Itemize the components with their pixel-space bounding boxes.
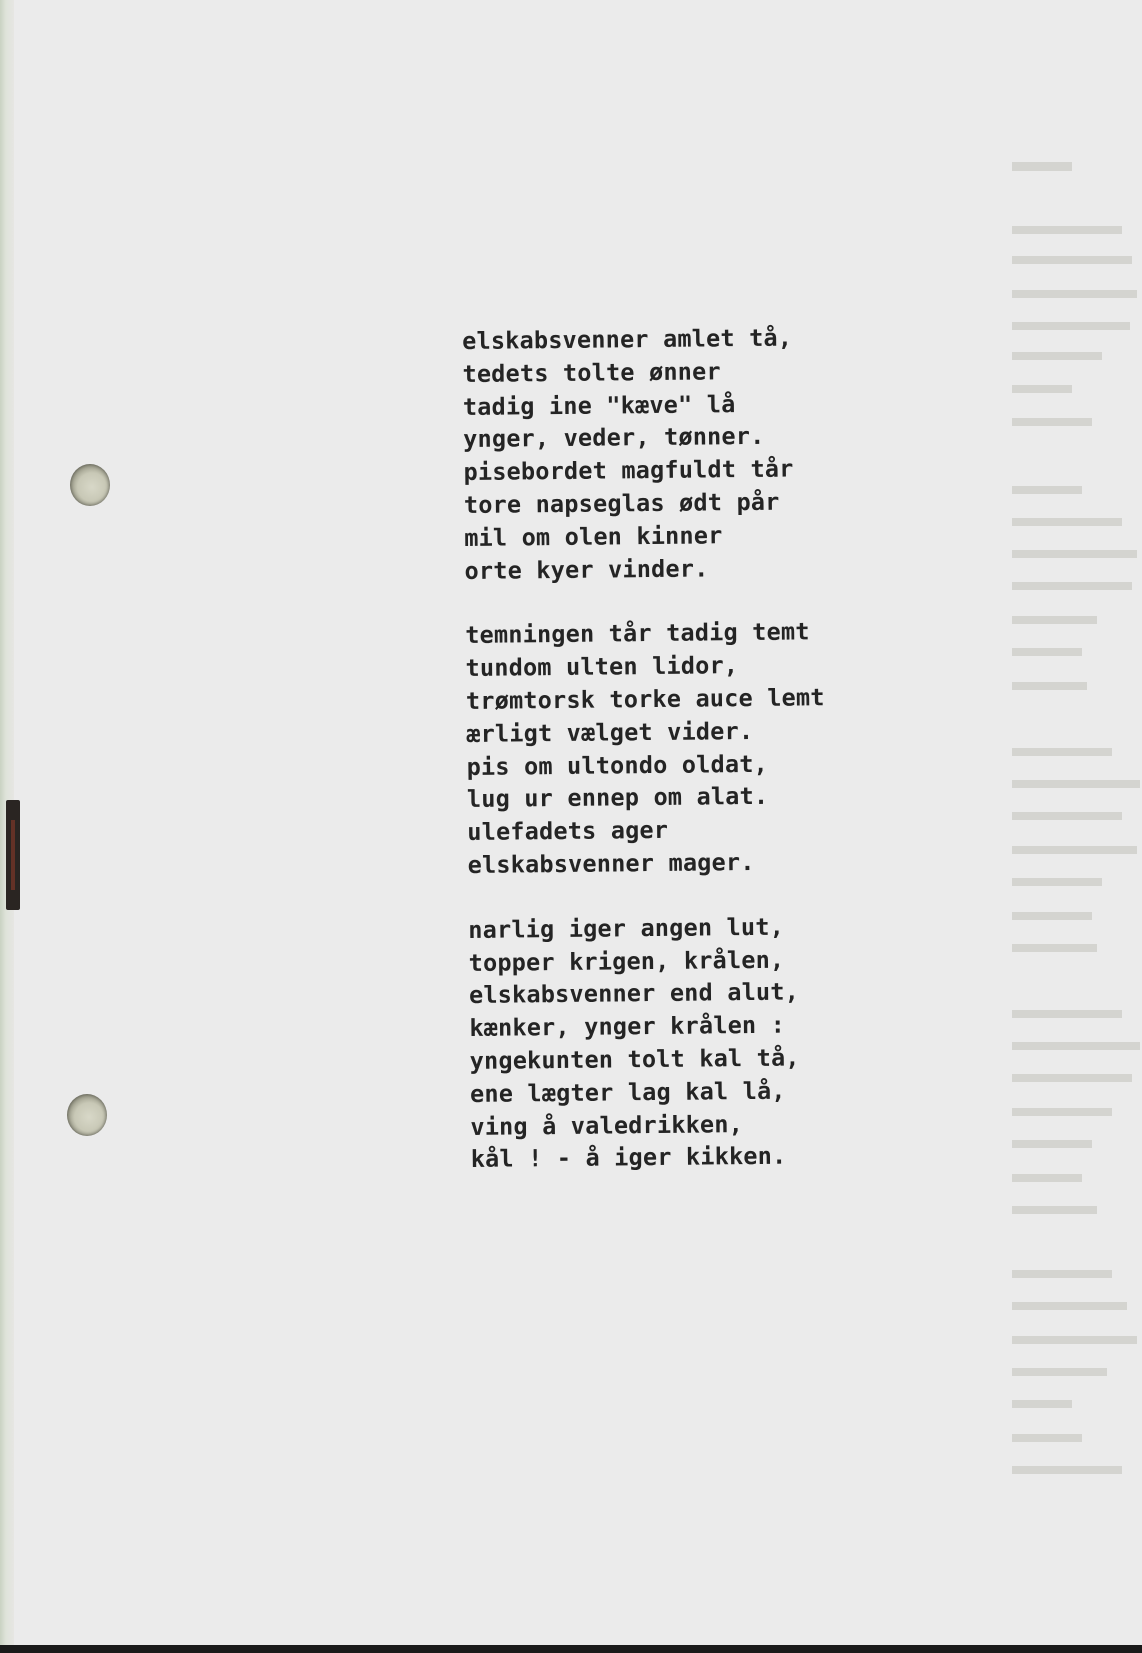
stanza-3 (468, 909, 931, 1176)
poem-line: ving å valedrikken, (470, 1109, 744, 1141)
punch-hole-top (70, 464, 110, 506)
poem-line: topper krigen, krålen, (468, 945, 785, 977)
poem-line: ulefadets ager (467, 816, 669, 847)
poem-line: kål ! - å iger kikken. (470, 1141, 787, 1174)
poem-line: ærligt vælget vider. (466, 716, 754, 748)
poem-line: yngekunten tolt kal tå, (469, 1043, 800, 1075)
poem-line: narlig iger angen lut, (468, 912, 785, 944)
poem-line: pisebordet magfuldt tår (463, 454, 794, 487)
poem-line: tore napseglas ødt pår (463, 487, 780, 519)
poem-line: orte kyer vinder. (464, 554, 709, 585)
poem-line: mil om olen kinner (464, 521, 723, 552)
poem-line: elskabsvenner amlet tå, (462, 323, 793, 355)
poem-line: temningen tår tadig temt (465, 617, 810, 650)
stanza-1 (462, 320, 925, 587)
poem-line: elskabsvenner mager. (467, 847, 755, 879)
poem-line: trømtorsk torke auce lemt (465, 683, 825, 715)
poem-line: ene lægter lag kal lå, (469, 1076, 786, 1108)
poem-line: tadig ine "kæve" lå (462, 389, 736, 421)
poem (462, 320, 931, 1208)
binding-mark (6, 800, 20, 910)
scan-bottom-border (0, 1645, 1142, 1653)
poem-line: ynger, veder, tønner. (463, 422, 765, 454)
poem-line: elskabsvenner end alut, (468, 977, 800, 1010)
poem-line: pis om ultondo oldat, (466, 749, 769, 781)
poem-line: tedets tolte ønner (462, 357, 721, 388)
poem-line: tundom ulten lidor, (465, 651, 739, 683)
stanza-2 (465, 615, 928, 882)
poem-line: lug ur ennep om alat. (466, 782, 769, 814)
punch-hole-bottom (67, 1094, 107, 1136)
poem-line: kænker, ynger krålen : (469, 1010, 786, 1043)
bleed-through-text (1010, 0, 1142, 1645)
